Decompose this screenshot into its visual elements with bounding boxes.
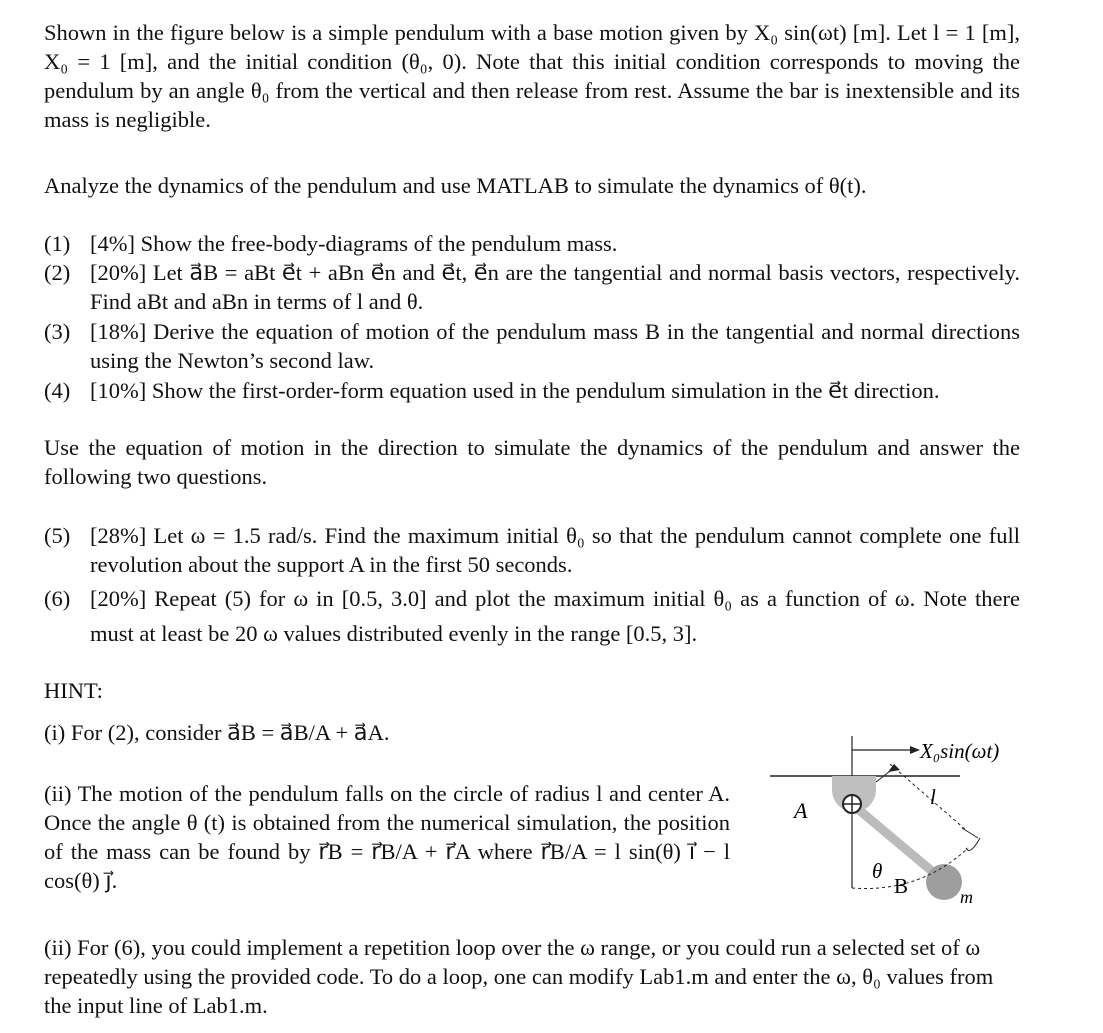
item-number: (4) bbox=[44, 378, 71, 403]
list-item bbox=[44, 229, 1020, 258]
item-text: [20%] Repeat (5) for ω in [0.5, 3.0] and plot the maximum initial θ₀ as a function of ω. Note there must at least be 20 ω values distributed evenly in the range [0.5, 3]. bbox=[90, 586, 1020, 646]
base-motion-label: X₀sin(ωt) bbox=[920, 739, 1000, 763]
pendulum-rod bbox=[852, 804, 940, 878]
item-text: [4%] Show the free-body-diagrams of the pendulum mass. bbox=[90, 231, 618, 256]
support-label: A bbox=[794, 798, 808, 823]
list-item bbox=[44, 376, 1020, 405]
hint-2: (ii) The motion of the pendulum falls on the circle of radius l and center A. Once the angle θ (t) is obtained from the numerical simulation, the position of the mass can be found by r⃗B = r⃗B/A + r⃗A where r⃗B/A = l sin(θ) ı⃗ − l cos(θ) ȷ⃗. bbox=[44, 781, 730, 893]
hint-1: (i) For (2), consider a⃗B = a⃗B/A + a⃗A. bbox=[44, 720, 390, 745]
arrowhead-icon bbox=[910, 746, 920, 754]
list-item bbox=[44, 521, 1020, 579]
mass-point-label: B bbox=[894, 874, 909, 898]
mass-label: m bbox=[960, 887, 973, 907]
item-number: (6) bbox=[44, 586, 71, 611]
analyze-paragraph: Analyze the dynamics of the pendulum and use MATLAB to simulate the dynamics of θ(t). bbox=[44, 173, 867, 198]
list-item bbox=[44, 258, 1020, 316]
pendulum-figure bbox=[770, 728, 1070, 928]
item-text: [10%] Show the first-order-form equation used in the pendulum simulation in the e⃗t direction. bbox=[90, 378, 940, 403]
use-equation-paragraph: Use the equation of motion in the direction to simulate the dynamics of the pendulum and answer the following two questions. bbox=[44, 435, 1020, 489]
item-text: [18%] Derive the equation of motion of the pendulum mass B in the tangential and normal directions using the Newton’s second law. bbox=[90, 319, 1020, 373]
hint-title: HINT: bbox=[44, 678, 103, 703]
hint-3: (ii) For (6), you could implement a repetition loop over the ω range, or you could run a selected set of ω repeatedly using the provided code. To do a loop, one can modify Lab1.m and enter the ω, θ₀ values from the input line of Lab1.m. bbox=[44, 935, 994, 1018]
item-number: (2) bbox=[44, 260, 71, 285]
length-label: l bbox=[930, 785, 936, 809]
length-dimension bbox=[890, 764, 966, 830]
list-item bbox=[44, 317, 1020, 375]
item-text: [20%] Let a⃗B = aBt e⃗t + aBn e⃗n and e⃗t, e⃗n are the tangential and normal basis vectors, respectively. Find aBt and aBn in terms of l and θ. bbox=[90, 260, 1020, 314]
item-number: (1) bbox=[44, 231, 71, 256]
item-text: [28%] Let ω = 1.5 rad/s. Find the maximum initial θ₀ so that the pendulum cannot complete one full revolution about the support A in the first 50 seconds. bbox=[90, 523, 1020, 577]
angle-label: θ bbox=[872, 859, 883, 883]
intro-paragraph: Shown in the figure below is a simple pendulum with a base motion given by X₀ sin(ωt) [m]. Let l = 1 [m], X₀ = 1 [m], and the initial condition (θ₀, 0). Note that this initial condition corresponds to moving the pendulum by an angle θ₀ from the vertical and then release from rest. Assume the bar is inextensible and its mass is negligible. bbox=[44, 20, 1020, 132]
list-item bbox=[44, 581, 1020, 651]
pendulum-mass bbox=[926, 864, 962, 900]
item-number: (3) bbox=[44, 319, 71, 344]
item-number: (5) bbox=[44, 523, 71, 548]
